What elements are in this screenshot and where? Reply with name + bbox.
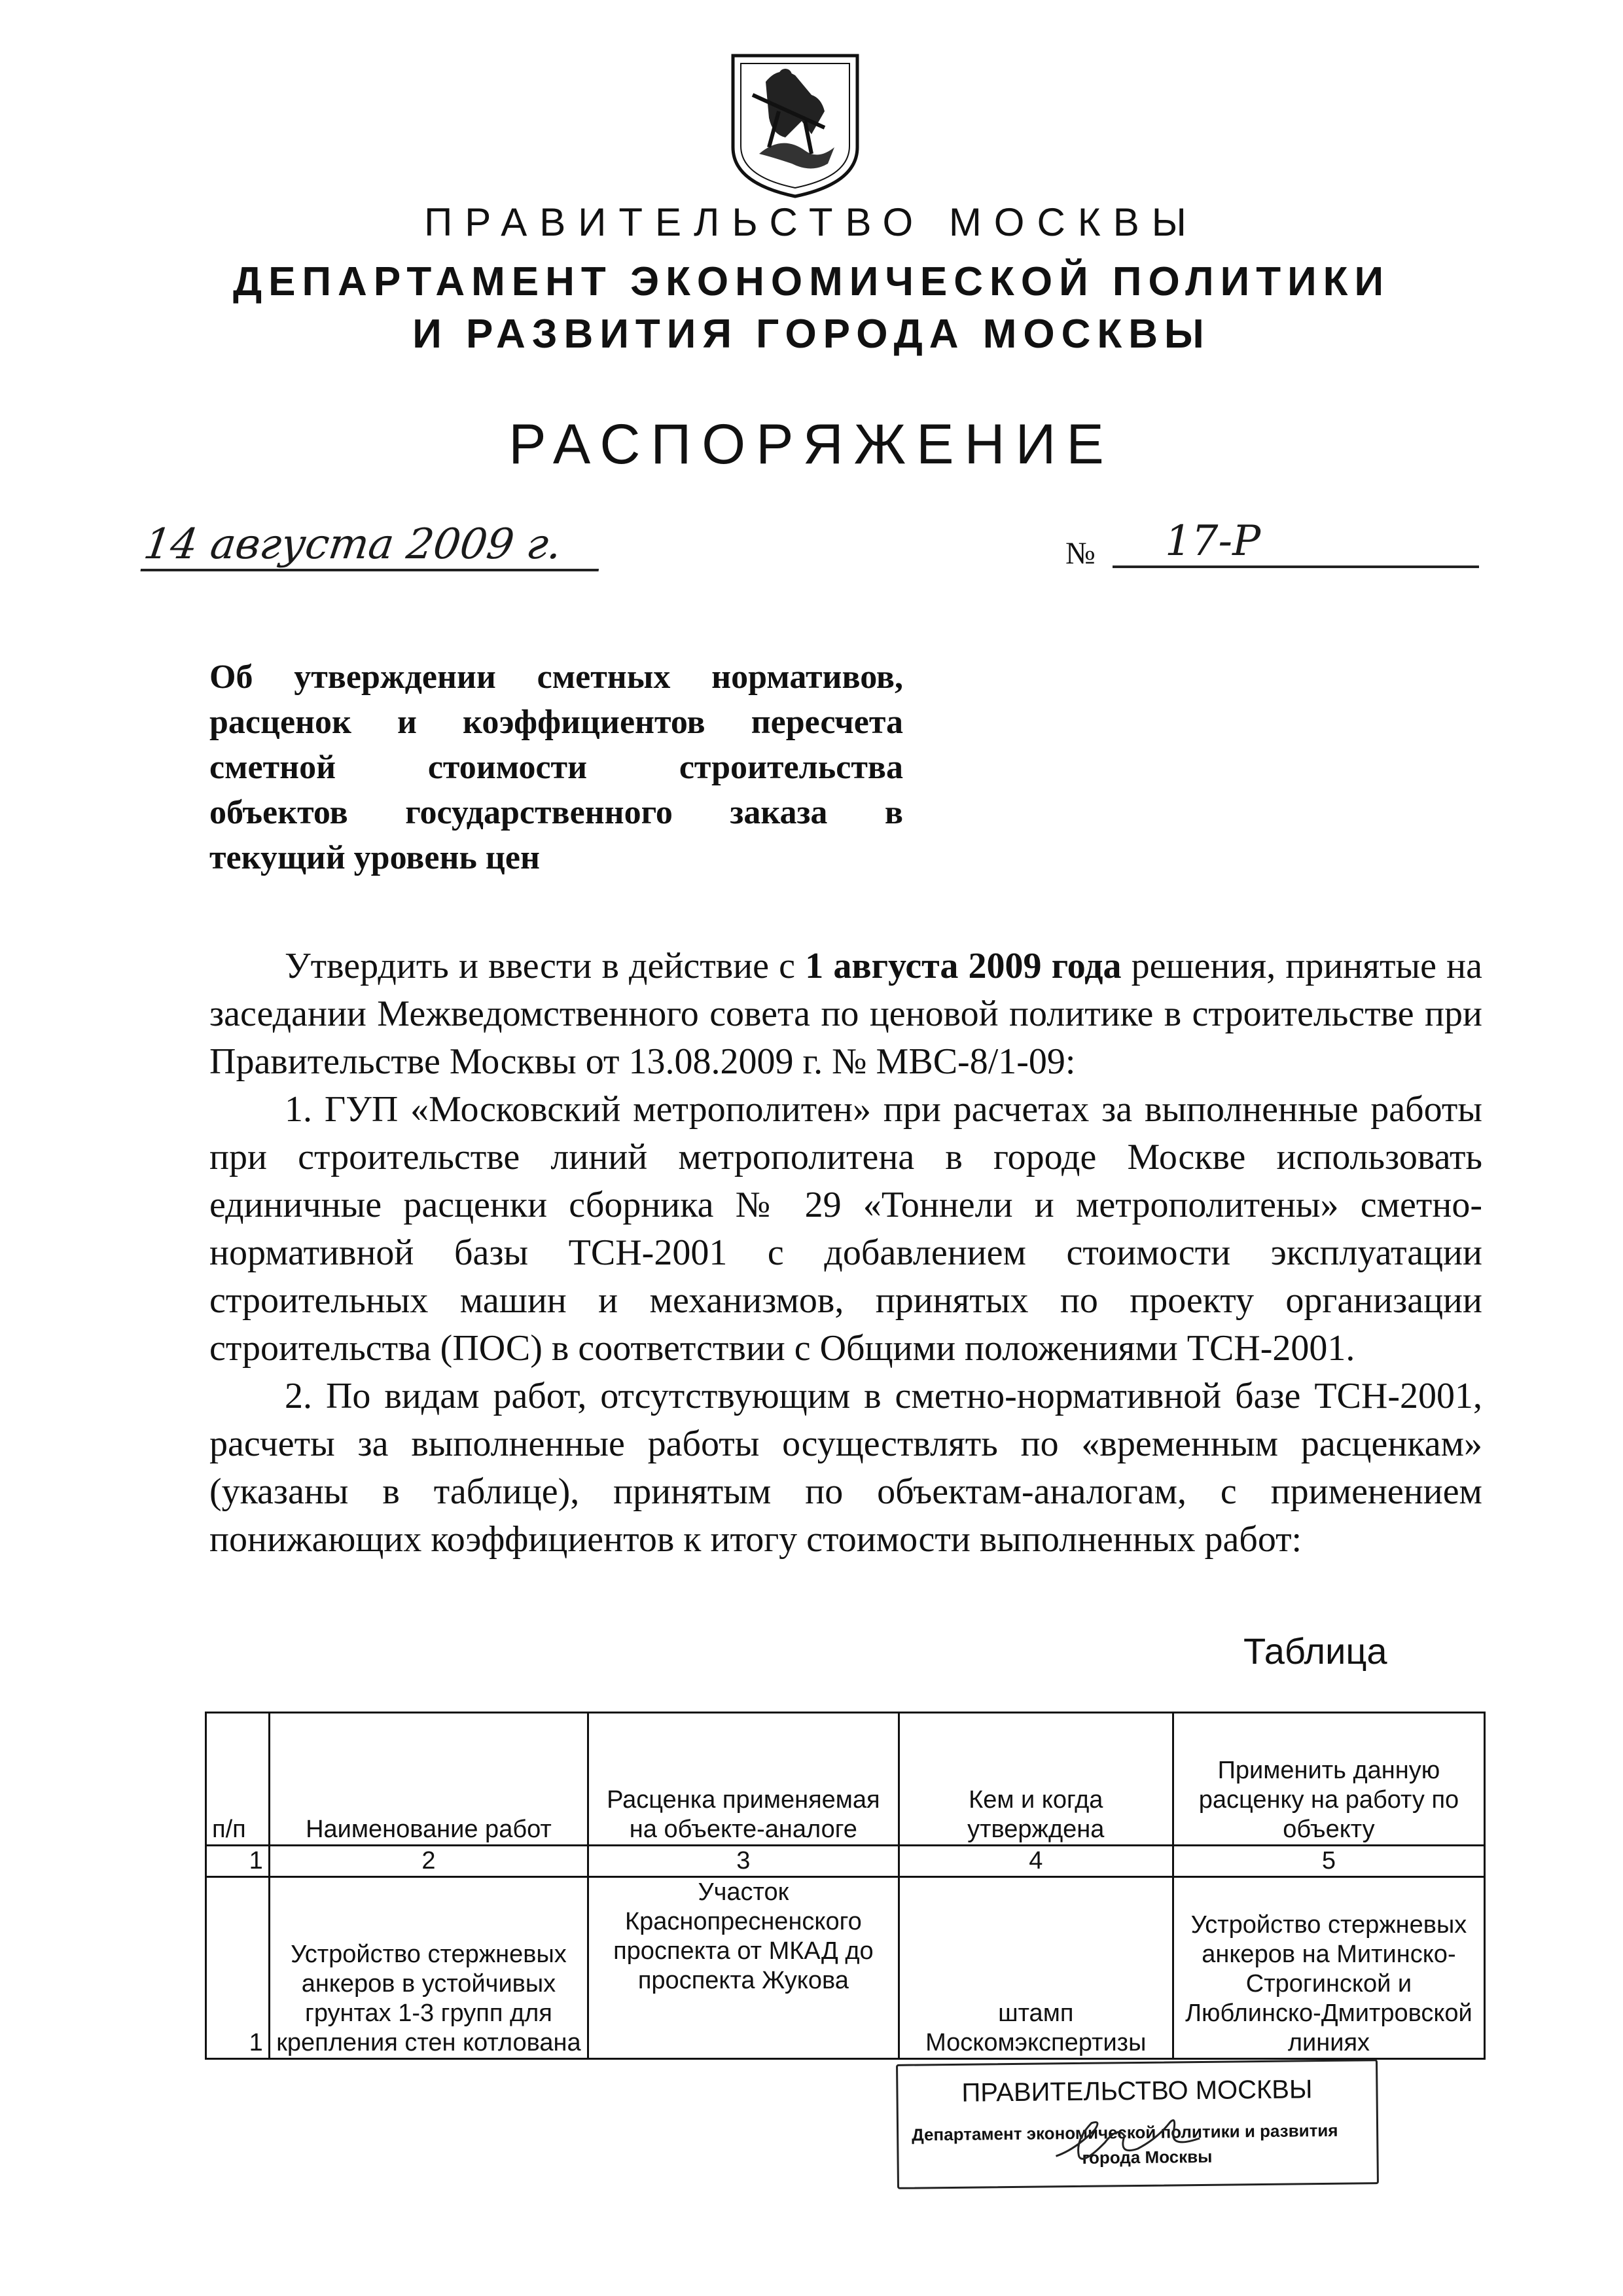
column-number: 4 [899, 1846, 1173, 1877]
government-name: ПРАВИТЕЛЬСТВО МОСКВЫ [424, 200, 1199, 244]
document-type: РАСПОРЯЖЕНИЕ [508, 413, 1115, 476]
document-subject [209, 655, 903, 880]
table-row [206, 1877, 1485, 2059]
department-stamp [896, 2059, 1379, 2189]
subject-line: расценок и коэффициентов пересчета [209, 704, 903, 741]
header-who: Кем и когда утверждена [899, 1713, 1173, 1846]
intro-paragraph: Утвердить и ввести в действие с 1 августа 2009 года решения, принятые на заседании Межведомственного совета по ценовой политике в строительстве при Правительстве Москвы от 13.08.2009 г. № МВС-8/1-09: [209, 946, 1482, 1082]
subject-line: сметной стоимости строительства [209, 749, 903, 786]
cell-n: 1 [206, 1877, 270, 2059]
item-2-paragraph: 2. По видам работ, отсутствующим в сметно-нормативной базе ТСН-2001, расчеты за выполненные работы осуществлять по «временным расценкам» (указаны в таблице), принятым по объектам-аналогам, с применением понижающих коэффициентов к итогу стоимости выполненных работ: [209, 1376, 1482, 1560]
number-label: № [1065, 536, 1096, 571]
works-table [205, 1712, 1486, 2060]
item-1-paragraph: 1. ГУП «Московский метрополитен» при расчетах за выполненные работы при строительстве линий метрополитена в городе Москве использовать единичные расценки сборника № 29 «Тоннели и метрополитены» сметно-нормативной базы ТСН-2001 с добавлением стоимости эксплуатации строительных машин и механизмов, принятых по проекту организации строительства (ПОС) в соответствии с Общими положениями ТСН-2001. [209, 1089, 1482, 1369]
header-apply: Применить данную расценку на работу по объекту [1173, 1713, 1484, 1846]
signature-icon [1049, 2102, 1220, 2176]
document-body [209, 942, 1482, 1564]
header-n: п/п [206, 1713, 270, 1846]
column-number: 2 [269, 1846, 588, 1877]
moscow-coat-of-arms-icon [726, 49, 864, 200]
department-name-line-2: И РАЗВИТИЯ ГОРОДА МОСКВЫ [412, 312, 1211, 357]
subject-line: объектов государственного заказа в [209, 794, 903, 831]
subject-line: текущий уровень цен [209, 839, 540, 876]
table-caption: Таблица [1243, 1630, 1387, 1672]
column-number-row [206, 1846, 1485, 1877]
document-date: 14 августа 2009 г. [141, 520, 606, 571]
cell-who: штамп Москомэкспертизы [899, 1877, 1173, 2059]
column-number: 1 [206, 1846, 270, 1877]
cell-apply: Устройство стержневых анкеров на Митинско-Строгинской и Люблинско-Дмитровской линиях [1173, 1877, 1484, 2059]
cell-name: Устройство стержневых анкеров в устойчивых грунтах 1-3 групп для крепления стен котлована [269, 1877, 588, 2059]
stamp-department: Департамент экономической политики и развития [911, 2120, 1338, 2145]
stamp-title: ПРАВИТЕЛЬСТВО МОСКВЫ [961, 2075, 1313, 2108]
header-rate: Расценка применяемая на объекте-аналоге [588, 1713, 899, 1846]
document-number: 17-Р [1113, 517, 1479, 568]
header-name: Наименование работ [269, 1713, 588, 1846]
column-number: 3 [588, 1846, 899, 1877]
effective-date: 1 августа 2009 года [805, 946, 1122, 986]
subject-line: Об утверждении сметных нормативов, [209, 658, 903, 696]
department-name-line-1: ДЕПАРТАМЕНТ ЭКОНОМИЧЕСКОЙ ПОЛИТИКИ [232, 259, 1391, 304]
cell-rate: Участок Краснопресненского проспекта от МКАД до проспекта Жукова [588, 1877, 899, 2059]
stamp-city: города Москвы [1082, 2146, 1213, 2168]
table-header-row [206, 1713, 1485, 1846]
column-number: 5 [1173, 1846, 1484, 1877]
